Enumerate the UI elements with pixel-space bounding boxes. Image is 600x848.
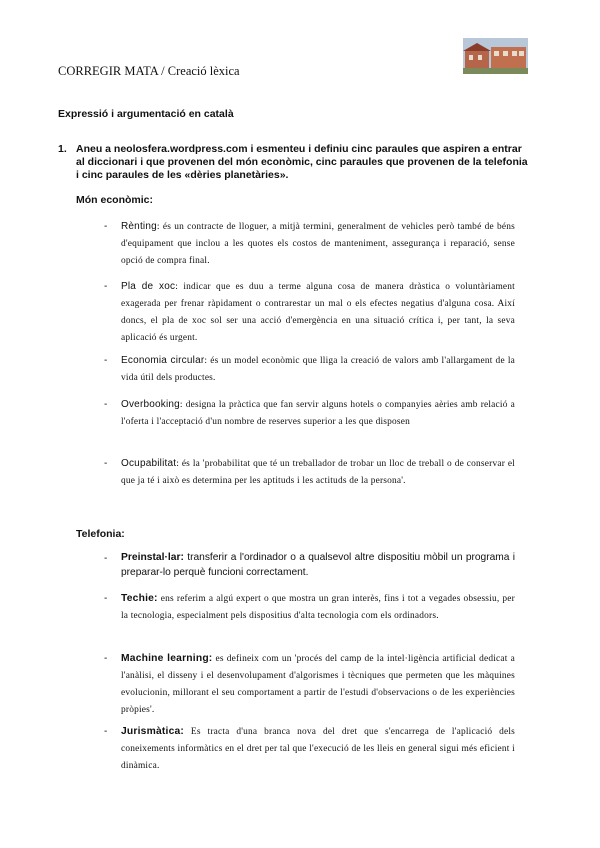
section-title: Expressió i argumentació en català (58, 108, 234, 120)
list-item (104, 723, 515, 775)
term-definition: : és un contracte de lloguer, a mitjà termini, generalment de vehicles però també de béns d'equipament que inclou a les quotes els costos de manteniment, assegurança i reparació, sense opció de compra final. (121, 222, 515, 266)
term-label: Ocupabilitat (121, 458, 177, 469)
list-dash: - (104, 553, 108, 564)
term-definition: es defineix com un 'procés del camp de la intel·ligència artificial dedicat a l'anàlisi, el disseny i el desenvolupament d'algorismes i tècniques que permeten que les màquines evolucionin, millorant el seu comportament a partir de l'estudi d'observacions o de les experiències pròpies'. (121, 654, 515, 715)
list-item (104, 590, 515, 625)
list-item-body (121, 550, 515, 580)
list-item-body (121, 278, 515, 347)
term-definition: Es tracta d'una branca nova del dret que s'encarrega de l'aplicació dels coneixements informàtics en el dret per tal que l'execució de les lleis en general sigui més eficient i dinàmica. (121, 727, 515, 771)
photo-window (512, 51, 517, 56)
list-item (104, 396, 515, 431)
building-photo (463, 38, 528, 74)
term-definition: ens referim a algú expert o que mostra un gran interès, fins i tot a vegades obsessiu, per la tecnologia, especialment pels dispositius d'alta tecnologia com els ordinadors. (121, 594, 515, 621)
term-label: Rènting (121, 221, 157, 232)
question-1 (58, 143, 530, 182)
list-dash: - (104, 458, 108, 469)
term-label: Techie: (121, 593, 158, 604)
photo-window (469, 55, 473, 60)
list-item (104, 650, 515, 719)
list-item (104, 550, 515, 580)
list-dash: - (104, 221, 108, 232)
list-item-body (121, 218, 515, 270)
question-number: 1. (58, 143, 67, 155)
list-item-body (121, 650, 515, 719)
document-header-title: CORREGIR MATA / Creació lèxica (58, 64, 240, 78)
list-item-body (121, 352, 515, 387)
term-definition: transferir a l'ordinador o a qualsevol altre dispositiu mòbil un programa i preparar-lo perquè funcioni correctament. (121, 552, 515, 578)
list-item-body (121, 723, 515, 775)
list-item (104, 278, 515, 347)
term-label: Jurismàtica: (121, 726, 185, 737)
term-label: Economia circular (121, 355, 205, 366)
photo-window (503, 51, 508, 56)
photo-window (519, 51, 524, 56)
photo-window (478, 55, 482, 60)
list-dash: - (104, 399, 108, 410)
list-dash: - (104, 355, 108, 366)
term-label: Machine learning: (121, 653, 213, 664)
term-label: Overbooking (121, 399, 180, 410)
term-definition: : és un model econòmic que lliga la creació de valors amb l'allargament de la vida útil dels productes. (121, 356, 516, 383)
list-item (104, 218, 515, 270)
term-definition: : designa la pràctica que fan servir alguns hotels o companyies aèries amb relació a l'oferta i l'acceptació d'un nombre de reserves superior a les que disposen (121, 400, 515, 427)
question-text: Aneu a neolosfera.wordpress.com i esmenteu i definiu cinc paraules que aspiren a entrar al diccionari i que provenen del món econòmic, cinc paraules que provenen de la telefonia i cinc paraules de les «dèries planetàries». (76, 143, 528, 181)
list-dash: - (104, 653, 108, 664)
term-label: Pla de xoc (121, 281, 176, 292)
list-item-body (121, 396, 515, 431)
term-definition: : indicar que es duu a terme alguna cosa de manera dràstica o voluntàriament exagerada per frenar ràpidament o contrarestar un mal o els efectes negatius d'alguna cosa. Així doncs, el pla de xoc sol ser una acció d'emergència en una situació crítica i, per tant, la seva aplicació és urgent. (121, 282, 515, 343)
term-label: Preinstal·lar: (121, 552, 184, 563)
photo-building-right (491, 47, 526, 68)
list-dash: - (104, 281, 108, 292)
list-dash: - (104, 593, 108, 604)
list-item-body (121, 455, 515, 490)
list-item (104, 352, 515, 387)
photo-window (494, 51, 499, 56)
telephony-heading: Telefonia: (76, 528, 125, 540)
photo-ground (463, 68, 528, 74)
economic-heading: Món econòmic: (76, 194, 154, 206)
term-definition: : és la 'probabilitat que té un treballador de trobar un lloc de treball o de conservar el que ja té i això es determina per les aptituds i les actituds de la persona'. (121, 459, 515, 486)
list-dash: - (104, 726, 108, 737)
list-item-body (121, 590, 515, 625)
photo-building-left (465, 50, 489, 68)
list-item (104, 455, 515, 490)
